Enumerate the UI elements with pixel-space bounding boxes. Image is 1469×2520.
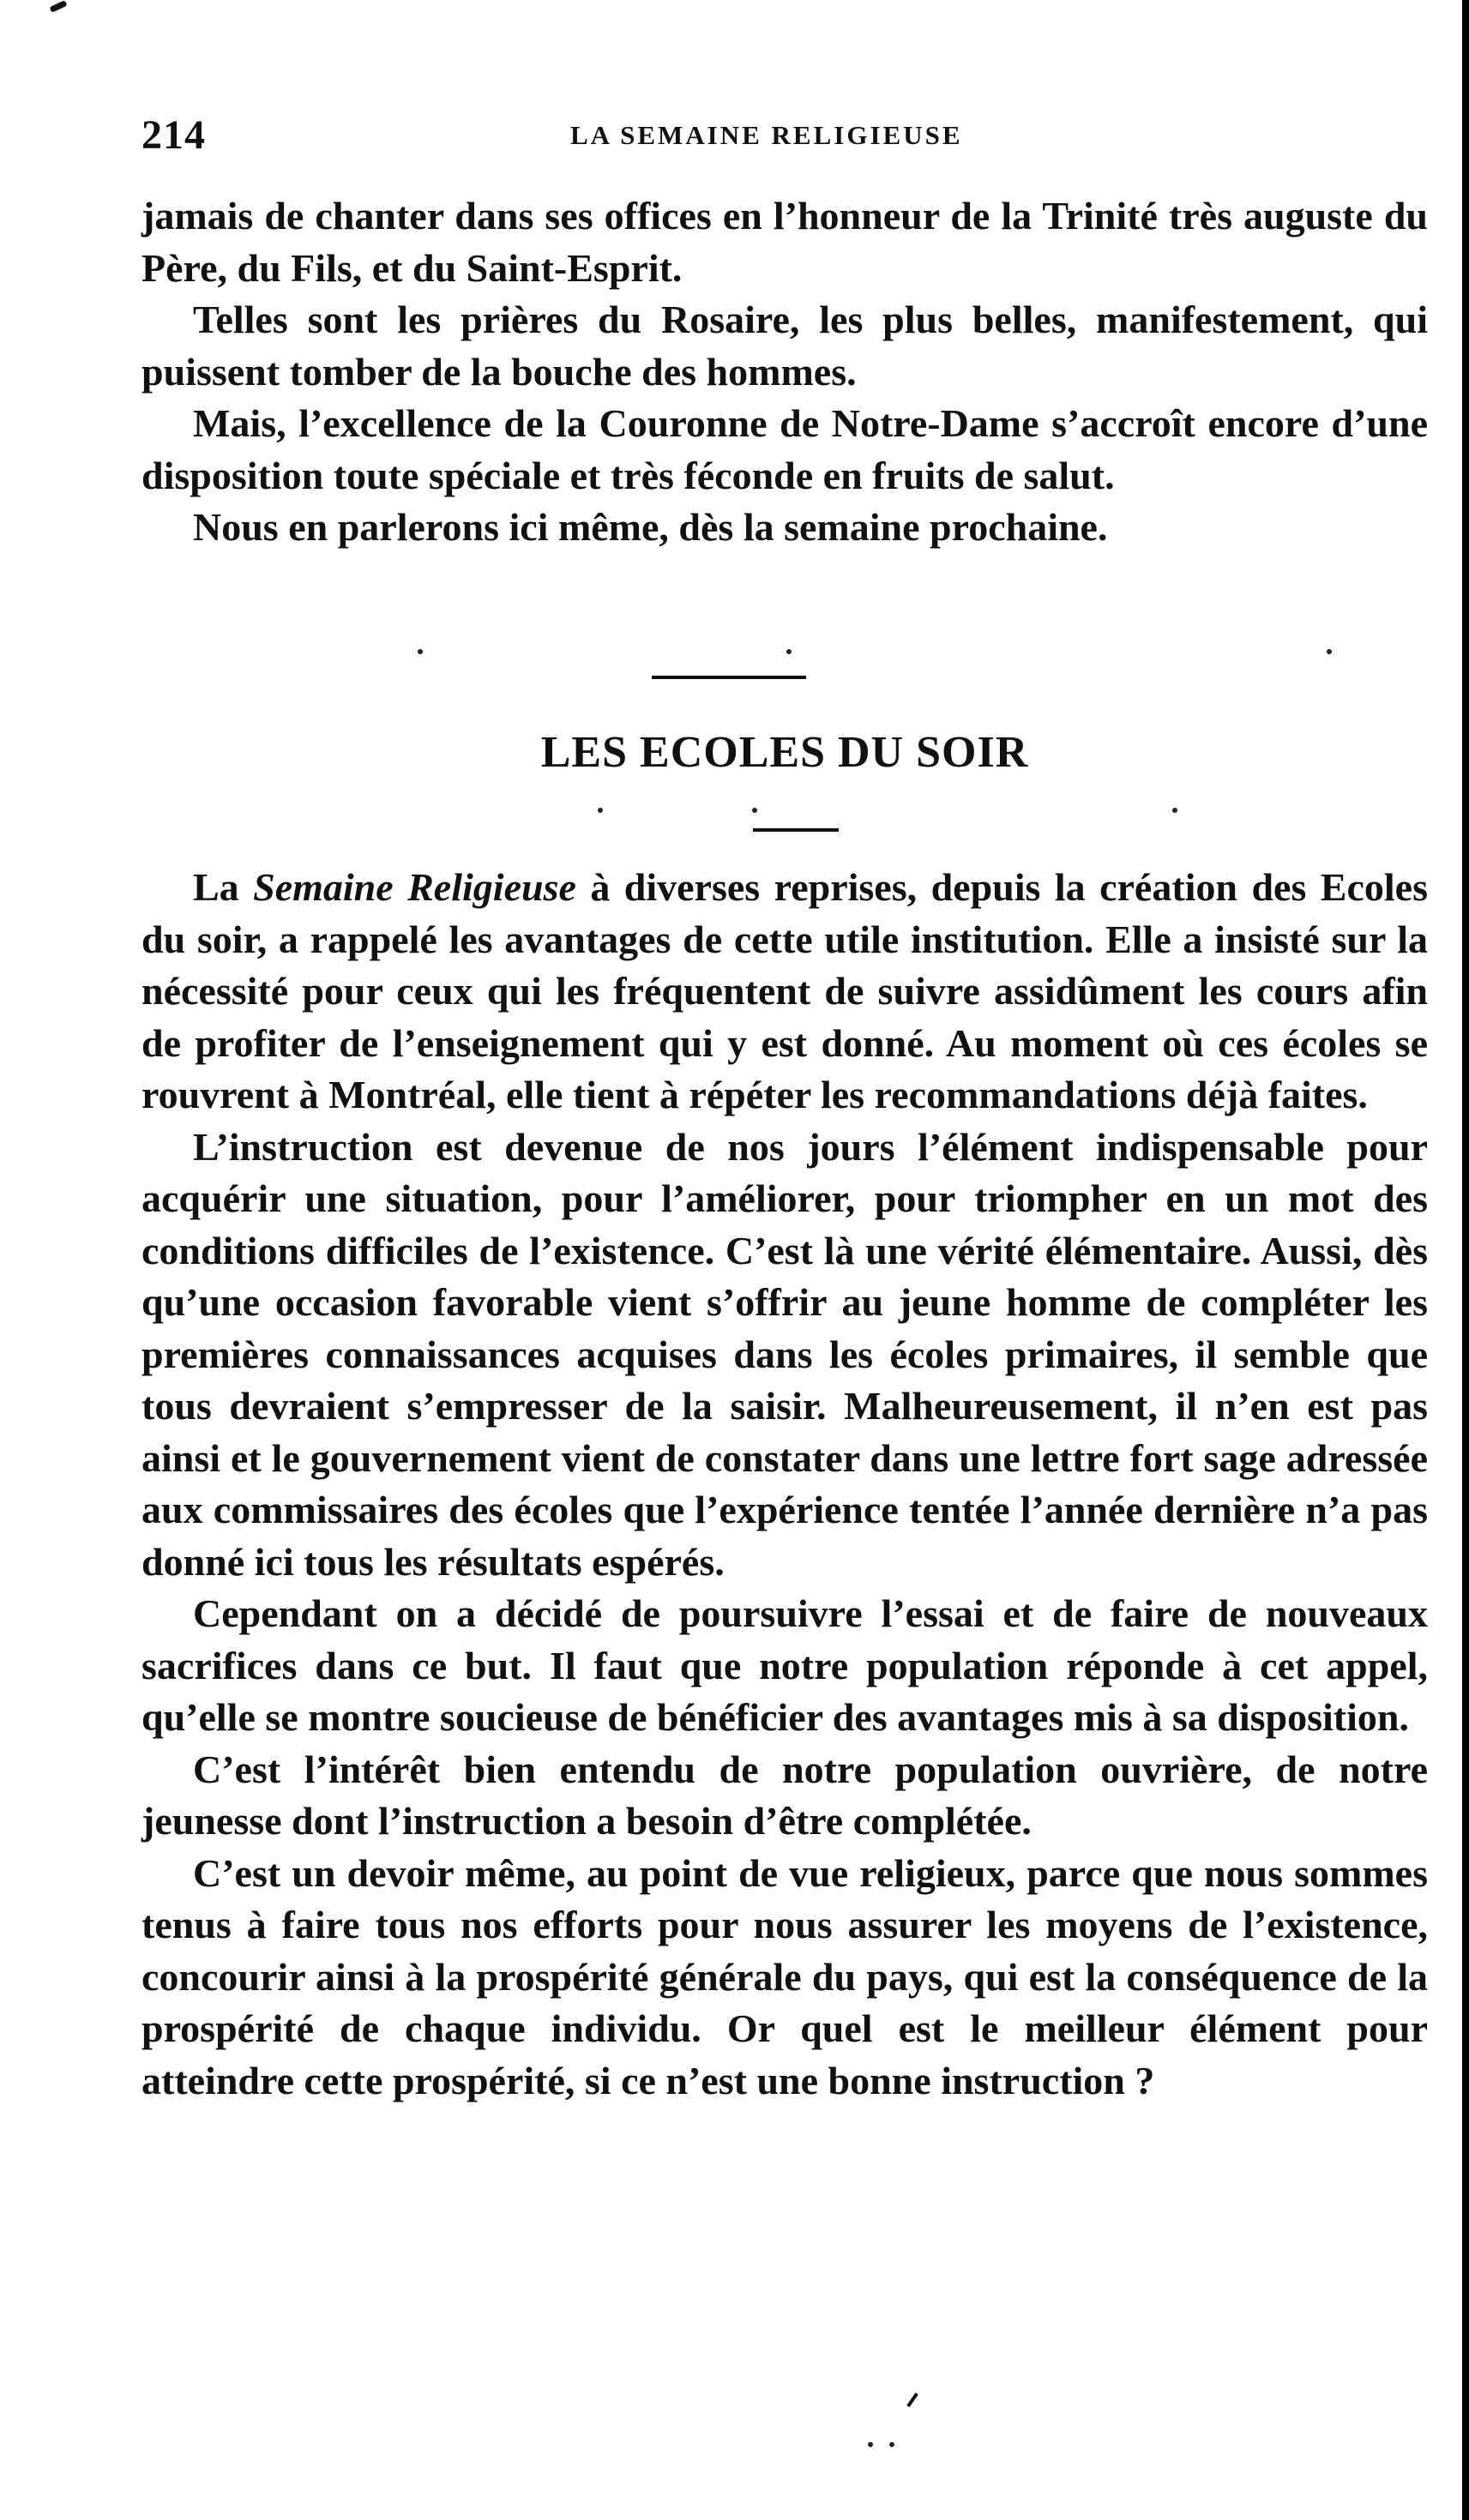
- paragraph: L’instruction est devenue de nos jours l’élément indispensable pour acquérir une situation, pour l’améliorer, pour triompher en un mot des conditions difficiles de l’existence. C’est là une vérité élémentaire. Aussi, dès qu’une occasion favorable vient s’offrir au jeune homme de compléter les premières connaissances acquises dans les écoles primaires, il semble que tous devraient s’empresser de la saisir. Malheureusement, il n’en est pas ainsi et le gouvernement vient de constater dans une lettre fort sage adressée aux commissaires des écoles que l’expérience tentée l’année dernière n’a pas donné ici tous les résultats espérés.: [141, 1124, 1428, 1584]
- paragraph: C’est l’intérêt bien entendu de notre population ouvrière, de notre jeunesse dont l’instruction a besoin d’être complétée.: [141, 1747, 1428, 1843]
- ink-mark: [906, 2392, 918, 2407]
- article-body: [141, 862, 1428, 2107]
- speck: [868, 2442, 873, 2447]
- speck: [889, 2442, 894, 2447]
- intro-lead: La: [193, 865, 254, 909]
- paragraph: C’est un devoir même, au point de vue religieux, parce que nous sommes tenus à faire tous nos efforts pour nous assurer les moyens de l’existence, concourir ainsi à la prospérité générale du pays, qui est la conséquence de la prospérité de chaque individu. Or quel est le meilleur élément pour atteindre cette prospérité, si ce n’est une bonne instruction ?: [141, 1850, 1428, 2102]
- intro-rest: à diverses reprises, depuis la création des Ecoles du soir, a rappelé les avantages de cette utile institution. Elle a insisté sur la nécessité pour ceux qui les fréquentent de suivre assidûment les cours afin de profiter de l’enseignement qui y est donné. Au moment où ces écoles se rouvrent à Montréal, elle tient à répéter les recommandations déjà faites.: [141, 865, 1428, 1116]
- speck: [1327, 649, 1332, 654]
- paragraph: Cependant on a décidé de poursuivre l’essai et de faire de nouveaux sacrifices dans ce but. Il faut que notre population réponde à cet appel, qu’elle se montre soucieuse de bénéficier des avantages mis à sa disposition.: [141, 1591, 1428, 1739]
- paragraph-intro: [141, 862, 1428, 1122]
- paragraph-continuation: jamais de chanter dans ses offices en l’honneur de la Trinité très auguste du Père, du Fils, et du Saint-Esprit.: [141, 194, 1428, 290]
- speck: [786, 649, 792, 654]
- speck: [598, 808, 603, 813]
- paragraph: Nous en parlerons ici même, dès la semaine prochaine.: [193, 505, 1108, 549]
- section-divider-bottom: [753, 828, 839, 832]
- speck: [418, 649, 423, 654]
- page-number: 214: [141, 112, 206, 158]
- section-title: LES ECOLES DU SOIR: [540, 728, 1029, 777]
- ink-mark: [49, 0, 67, 13]
- running-head: [141, 111, 1428, 163]
- page-edge-border: [1462, 0, 1469, 2520]
- speck: [1172, 808, 1177, 813]
- running-title: LA SEMAINE RELIGIEUSE: [570, 120, 963, 150]
- section-divider-top: [652, 676, 806, 679]
- continued-text: [141, 190, 1428, 554]
- publication-title: Semaine Religieuse: [253, 865, 576, 909]
- paragraph: Telles sont les prières du Rosaire, les plus belles, manifestement, qui puissent tomber de la bouche des hommes.: [141, 298, 1428, 394]
- paragraph: Mais, l’excellence de la Couronne de Notre-Dame s’accroît encore d’une disposition toute spéciale et très féconde en fruits de salut.: [141, 401, 1428, 497]
- speck: [752, 808, 757, 813]
